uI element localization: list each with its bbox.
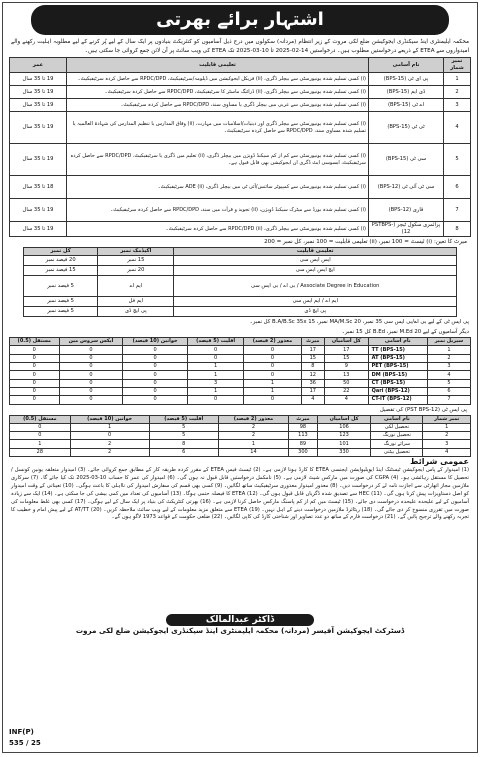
table-cell: 12 <box>301 371 325 379</box>
post-qualification: (i) کسی تسلیم شدہ یونیورسٹی سے بیچلر ڈگری، (ii) فزیکل ایجوکیشن میں ڈپلومہ/سرٹیفیکیٹ، RPDC/DPD سے حاصل کردہ سرٹیفیکیٹ۔ <box>67 73 369 86</box>
table-cell: 0 <box>244 346 301 354</box>
post-name: پی ای ٹی (BPS-15) <box>369 73 444 86</box>
qual-col2: ایم اے <box>98 276 174 297</box>
post-qualification: (i) کسی تسلیم شدہ یونیورسٹی سے بیچلر ڈگری اور دینیات/اسلامیات میں مہارت، (ii) وفاق المدارس یا تنظیم المدارس کی شہادۃ العالمیہ یا تسلیم شدہ مساوی سند، RPDC/DPD سے حاصل کردہ سرٹیفیکیٹ۔ <box>67 112 369 144</box>
table-cell: 0 <box>187 354 244 362</box>
table-cell: تحصیل نورنگ <box>371 432 423 440</box>
table-cell: 17 <box>301 387 325 395</box>
table-row <box>10 440 471 448</box>
table-row <box>10 371 471 379</box>
table-cell: تحصیل لکی <box>371 423 423 431</box>
reference-number <box>9 727 41 749</box>
qual-col3: 5 فیصد نمبر <box>24 276 98 297</box>
table-cell: 330 <box>317 448 370 456</box>
table-cell: 0 <box>187 396 244 404</box>
table-row <box>10 99 471 112</box>
table-cell: 0 <box>59 387 123 395</box>
table-cell: AT (BPS-15) <box>368 354 427 362</box>
quota-note-2: دیگر آسامیوں کے لیے M.Ed 20 نمبر، B.Ed کل 15 نمبر۔ <box>341 329 469 336</box>
column-header: اقلیت (5 فیصد) <box>187 338 244 346</box>
qual-col2: پی ایچ ڈی <box>98 307 174 317</box>
ref-line-1: INF(P) <box>9 728 34 736</box>
qual-col3: 20 فیصد نمبر <box>24 256 98 266</box>
post-age: 19 تا 35 سال <box>10 222 67 237</box>
table-cell: 106 <box>317 423 370 431</box>
post-age: 19 تا 35 سال <box>10 112 67 144</box>
header-sno: نمبر شمار <box>444 58 471 73</box>
table-cell: 2 <box>70 448 149 456</box>
header-age: عمر <box>10 58 67 73</box>
post-name: قاری (BPS-12) <box>369 199 444 222</box>
header-total: کل نمبر <box>24 248 98 256</box>
table-cell: 2 <box>423 432 471 440</box>
table-cell: 0 <box>59 379 123 387</box>
intro-paragraph: محکمہ ایلیمنٹری اینڈ سیکنڈری ایجوکیشن ضلع لکی مروت کے زیر انتظام (مردانہ) سکولوں میں درج ذیل آسامیوں کو کنٹریکٹ بنیادوں پر ایک سال کے لیے پُر کرنے کے لیے مطلوبہ اہلیت رکھنے والے امیدواروں سے ETEA کے ذریعے درخواستیں مطلوب ہیں۔ درخواستیں 14-02-2025 تا 10-03-2025 تک ETEA کی ویب سائٹ پر آن لائن جمع کروائی جا سکتی ہیں۔ <box>11 39 469 54</box>
table-cell: 0 <box>59 354 123 362</box>
column-header: مستقل (0.5) <box>10 415 71 423</box>
table-row <box>10 354 471 362</box>
table-cell: 0 <box>244 363 301 371</box>
advertisement-page <box>2 2 478 753</box>
table-cell: 0 <box>10 346 60 354</box>
header-academic: اکیڈمک نمبر <box>98 248 174 256</box>
table-row <box>10 432 471 440</box>
signatory-office: ڈسٹرکٹ ایجوکیشن آفیسر (مردانہ) محکمہ ایلیمنٹری اینڈ سیکنڈری ایجوکیشن ضلع لکی مروت <box>75 626 405 636</box>
table-cell: 1 <box>423 423 471 431</box>
signatory-name: ڈاکٹر عبدالمالک <box>166 614 314 626</box>
table-cell: 4 <box>325 396 369 404</box>
table-cell: 0 <box>123 354 187 362</box>
page-title: اشتہار برائے بھرتی <box>31 5 449 35</box>
post-name: پرائمری سکول ٹیچر (PSTBPS-12) <box>369 222 444 237</box>
post-sno: 8 <box>444 222 471 237</box>
table-cell: 3 <box>427 363 470 371</box>
table-cell: 5 <box>149 432 218 440</box>
ref-line-2: 535 / 25 <box>9 739 41 747</box>
table-cell: 15 <box>325 354 369 362</box>
general-rules: (1) امیدوار کے پاس ایجوکیشن ٹیسٹنگ اینڈ ایویلیوایشن ایجنسی ETEA کا کارڈ ہونا لازمی ہے۔ (2) ٹیسٹ فیس ETEA کے مقرر کردہ طریقہ کار کے مطابق جمع کروائی جائے۔ (3) امیدوار متعلقہ یونین کونسل / تحصیل کا مستقل رہائشی ہو۔ (4) CGPA کی صورت میں مارکس شیٹ لازمی ہے۔ (5) نامکمل درخواستیں قابل قبول نہ ہوں گی۔ (6) امیدوار کی عمر کا حساب 10-03-2025 تک کیا جائے گا۔ (7) سرکاری ملازمین مجاز اتھارٹی سے اجازت نامہ لے کر درخواست دیں۔ (8) معذور امیدوار معذوری سرٹیفیکیٹ ساتھ لگائیں۔ (9) کسی بھی قسم کی سفارش امیدوار کی نااہلی کا باعث ہوگی۔ (10) تعیناتی کے وقت امیدوار کو اصل دستاویزات پیش کرنا ہوں گی۔ (11) HEC سے تصدیق شدہ ڈگریاں قابل قبول ہوں گی۔ (12) ETEA کا فیصلہ حتمی ہوگا۔ (13) آسامیوں کی تعداد میں کمی بیشی کی جا سکتی ہے۔ (14) ایک سے زیادہ آسامیوں کے لیے علیحدہ علیحدہ درخواست دی جائے۔ (15) ٹیسٹ میں کم از کم پاسنگ مارکس حاصل کرنا لازمی ہے۔ (16) بھرتی کنٹریکٹ کی بنیاد پر ایک سال کے لیے ہوگی۔ (17) کسی بھی غلط معلومات کی صورت میں تقرری منسوخ کر دی جائے گی۔ (18) ریٹائرڈ ملازمین درخواست دینے کے اہل نہیں۔ (19) ETEA سے متعلق مزید معلومات کے لیے ویب سائٹ ملاحظہ کریں۔ (20) AT/TT کے لیے پیش امام و خطیب کا تجربہ رکھنے والے ترجیح پائیں گے۔ (21) درخواست فارم کے ساتھ دو عدد تصاویر اور شناختی کارڈ کی کاپی لگائیں۔ (22) ضلعی حکومت کے قواعد 1973 لاگو ہوں گے۔ <box>11 467 470 521</box>
post-age: 19 تا 35 سال <box>10 144 67 176</box>
qual-col3: 5 فیصد نمبر <box>24 307 98 317</box>
table-cell: 300 <box>289 448 318 456</box>
table-cell: 0 <box>123 371 187 379</box>
rules-title: عمومی شرائط <box>410 457 469 467</box>
table-cell: CT-IT (BPS-12) <box>368 396 427 404</box>
table-cell: 2 <box>427 354 470 362</box>
table-cell: 0 <box>10 379 60 387</box>
table-cell: 98 <box>289 423 318 431</box>
post-sno: 2 <box>444 86 471 99</box>
post-qualification: (i) کسی تسلیم شدہ یونیورسٹی سے بیچلر ڈگری، (ii) ڈرائنگ ماسٹر کا سرٹیفیکیٹ، RPDC/DPD سے حاصل کردہ سرٹیفیکیٹ۔ <box>67 86 369 99</box>
table-cell: 1 <box>218 440 288 448</box>
post-age: 19 تا 35 سال <box>10 73 67 86</box>
qual-name: Associate Degree in Education / بی اے / بی ایس سی <box>174 276 457 297</box>
column-header: معذور (2 فیصد) <box>218 415 288 423</box>
quota-table <box>9 337 471 404</box>
table-cell: 15 <box>301 354 325 362</box>
table-cell: 0 <box>244 354 301 362</box>
table-cell: DM (BPS-15) <box>368 371 427 379</box>
table-cell: 1 <box>244 387 301 395</box>
table-cell: Qari (BPS-12) <box>368 387 427 395</box>
qual-col2: 15 نمبر <box>98 256 174 266</box>
table-cell: CT (BPS-15) <box>368 379 427 387</box>
table-cell: 0 <box>123 379 187 387</box>
table-cell: 0 <box>123 346 187 354</box>
table-cell: 0 <box>10 354 60 362</box>
column-header: نمبر شمار <box>423 415 471 423</box>
posts-table <box>9 57 471 237</box>
table-cell: 5 <box>427 379 470 387</box>
qual-name: ایم اے / ایم ایس سی <box>174 297 457 307</box>
table-cell: 89 <box>289 440 318 448</box>
table-row <box>10 346 471 354</box>
table-cell: 1 <box>244 379 301 387</box>
post-name: سی ٹی آئی ٹی (BPS-12) <box>369 176 444 199</box>
table-cell: 50 <box>325 379 369 387</box>
table-row <box>24 297 457 307</box>
table-row <box>10 379 471 387</box>
table-cell: 0 <box>59 396 123 404</box>
table-cell: 13 <box>325 371 369 379</box>
table-row <box>10 222 471 237</box>
column-header: خواتین (10 فیصد) <box>70 415 149 423</box>
table-row <box>10 176 471 199</box>
table-cell: 1 <box>10 440 71 448</box>
qual-col3: 5 فیصد نمبر <box>24 297 98 307</box>
marks-note: میرٹ کا تعین: (i) ٹیسٹ = 100 نمبر، (ii) تعلیمی قابلیت = 100 نمبر، کل نمبر = 200 <box>264 239 467 246</box>
post-sno: 7 <box>444 199 471 222</box>
table-cell: 1 <box>187 371 244 379</box>
table-cell: 123 <box>317 432 370 440</box>
column-header: میرٹ <box>289 415 318 423</box>
post-name: سی ٹی (BPS-15) <box>369 144 444 176</box>
table-cell: 0 <box>10 387 60 395</box>
qualification-marks-table <box>23 247 457 317</box>
table-row <box>10 448 471 456</box>
pst-table <box>9 415 471 457</box>
table-row <box>10 387 471 395</box>
table-cell: 0 <box>187 346 244 354</box>
column-header: کل آسامیاں <box>325 338 369 346</box>
table-row <box>24 307 457 317</box>
table-cell: 0 <box>244 396 301 404</box>
post-sno: 5 <box>444 144 471 176</box>
table-cell: 0 <box>123 396 187 404</box>
table-cell: 17 <box>301 346 325 354</box>
table-cell: سرائے نورنگ <box>371 440 423 448</box>
table-cell: تحصیل بیٹنی <box>371 448 423 456</box>
post-sno: 6 <box>444 176 471 199</box>
table-cell: 0 <box>244 371 301 379</box>
header-qualification: تعلیمی قابلیت <box>174 248 457 256</box>
table-cell: 4 <box>423 448 471 456</box>
post-name: اے ٹی (BPS-15) <box>369 99 444 112</box>
table-cell: 113 <box>289 432 318 440</box>
post-sno: 4 <box>444 112 471 144</box>
table-cell: 0 <box>59 363 123 371</box>
table-cell: 0 <box>59 371 123 379</box>
post-qualification: (i) کسی تسلیم شدہ یونیورسٹی سے بیچلر ڈگری، (ii) RPDC/DPD سے حاصل کردہ سرٹیفیکیٹ۔ <box>67 222 369 237</box>
table-cell: 17 <box>325 346 369 354</box>
table-cell: 3 <box>423 440 471 448</box>
table-cell: 1 <box>187 387 244 395</box>
table-cell: 0 <box>10 432 71 440</box>
table-cell: 2 <box>218 432 288 440</box>
table-cell: 101 <box>317 440 370 448</box>
qual-name: پی ایچ ڈی <box>174 307 457 317</box>
signature-block <box>3 607 477 636</box>
table-cell: 6 <box>149 448 218 456</box>
column-header: اقلیت (5 فیصد) <box>149 415 218 423</box>
table-row <box>24 266 457 276</box>
table-cell: 0 <box>10 371 60 379</box>
table-cell: 0 <box>10 396 60 404</box>
quota-note-1: پی ایس ٹی کے لیے بی اے/بی ایس سی 35 نمبر، MA/M.Sc 20 نمبر، B.A/B.Sc 35x 15 کل نمبر۔ <box>249 319 469 326</box>
column-header: سیریل نمبر <box>427 338 470 346</box>
post-age: 19 تا 35 سال <box>10 199 67 222</box>
table-cell: 0 <box>70 432 149 440</box>
table-cell: 8 <box>301 363 325 371</box>
column-header: خواتین (10 فیصد) <box>123 338 187 346</box>
header-post-name: نام آسامی <box>369 58 444 73</box>
table-row <box>24 256 457 266</box>
post-name: ٹی ٹی (BPS-15) <box>369 112 444 144</box>
table-row <box>10 396 471 404</box>
table-cell: 2 <box>218 423 288 431</box>
table-row <box>24 276 457 297</box>
table-cell: 7 <box>427 396 470 404</box>
table-cell: 6 <box>427 387 470 395</box>
post-qualification: (i) کسی تسلیم شدہ یونیورسٹی سے عربی میں بیچلر ڈگری یا مساوی سند، RPDC/DPD سے حاصل کردہ سرٹیفیکیٹ۔ <box>67 99 369 112</box>
post-name: ڈی ایم (BPS-15) <box>369 86 444 99</box>
column-header: نام آسامی <box>371 415 423 423</box>
header-qualification: تعلیمی قابلیت <box>67 58 369 73</box>
table-cell: 14 <box>218 448 288 456</box>
table-cell: 4 <box>427 371 470 379</box>
post-age: 18 تا 35 سال <box>10 176 67 199</box>
post-qualification: (i) کسی تسلیم شدہ بورڈ سے میٹرک سیکنڈ ڈویژن، (ii) تجوید و قرأت میں سند، RPDC/DPD سے حاصل کردہ سرٹیفیکیٹ۔ <box>67 199 369 222</box>
table-row <box>10 112 471 144</box>
table-cell: 2 <box>70 440 149 448</box>
qual-name: ایس ایس سی <box>174 256 457 266</box>
table-cell: 1 <box>187 363 244 371</box>
qual-col3: 15 فیصد نمبر <box>24 266 98 276</box>
column-header: معذور (2 فیصد) <box>244 338 301 346</box>
qual-col2: 20 نمبر <box>98 266 174 276</box>
table-cell: 5 <box>149 423 218 431</box>
post-qualification: (i) کسی تسلیم شدہ یونیورسٹی سے کم از کم سیکنڈ ڈویژن میں بیچلر ڈگری، (ii) تعلیم میں ڈگری یا سرٹیفیکیٹ، RPDC/DPD سے حاصل کردہ سرٹیفیکیٹ، ایسوسی ایٹ ڈگری ان ایجوکیشن بھی قابل قبول ہے۔ <box>67 144 369 176</box>
table-row <box>10 73 471 86</box>
table-cell: 0 <box>123 387 187 395</box>
qual-col2: ایم فل <box>98 297 174 307</box>
table-cell: 4 <box>301 396 325 404</box>
table-cell: 0 <box>10 423 71 431</box>
post-qualification: (i) کسی تسلیم شدہ یونیورسٹی سے کمپیوٹر سائنس/آئی ٹی میں بیچلر ڈگری، ADE (ii) سرٹیفیکیٹ۔ <box>67 176 369 199</box>
table-row <box>10 363 471 371</box>
column-header: ایکس سروس مین <box>59 338 123 346</box>
table-cell: 1 <box>70 423 149 431</box>
table-cell: 0 <box>123 363 187 371</box>
table-cell: 22 <box>325 387 369 395</box>
column-header: کل آسامیاں <box>317 415 370 423</box>
pst-caption: پی ایس ٹی (PST BPS-12) کی تفصیل <box>379 406 467 413</box>
table-row <box>10 86 471 99</box>
table-row <box>10 144 471 176</box>
post-sno: 3 <box>444 99 471 112</box>
table-row <box>10 423 471 431</box>
column-header: میرٹ <box>301 338 325 346</box>
table-cell: 8 <box>149 440 218 448</box>
post-age: 19 تا 35 سال <box>10 99 67 112</box>
column-header: نام آسامی <box>368 338 427 346</box>
table-cell: 1 <box>427 346 470 354</box>
table-row <box>10 199 471 222</box>
post-sno: 1 <box>444 73 471 86</box>
table-cell: TT (BPS-15) <box>368 346 427 354</box>
qual-name: ایچ ایس ایس سی <box>174 266 457 276</box>
table-cell: 0 <box>10 363 60 371</box>
table-cell: 3 <box>187 379 244 387</box>
table-cell: 28 <box>10 448 71 456</box>
post-age: 19 تا 35 سال <box>10 86 67 99</box>
column-header: مستقل (0.5) <box>10 338 60 346</box>
table-cell: PET (BPS-15) <box>368 363 427 371</box>
table-cell: 0 <box>59 346 123 354</box>
table-cell: 36 <box>301 379 325 387</box>
table-cell: 9 <box>325 363 369 371</box>
